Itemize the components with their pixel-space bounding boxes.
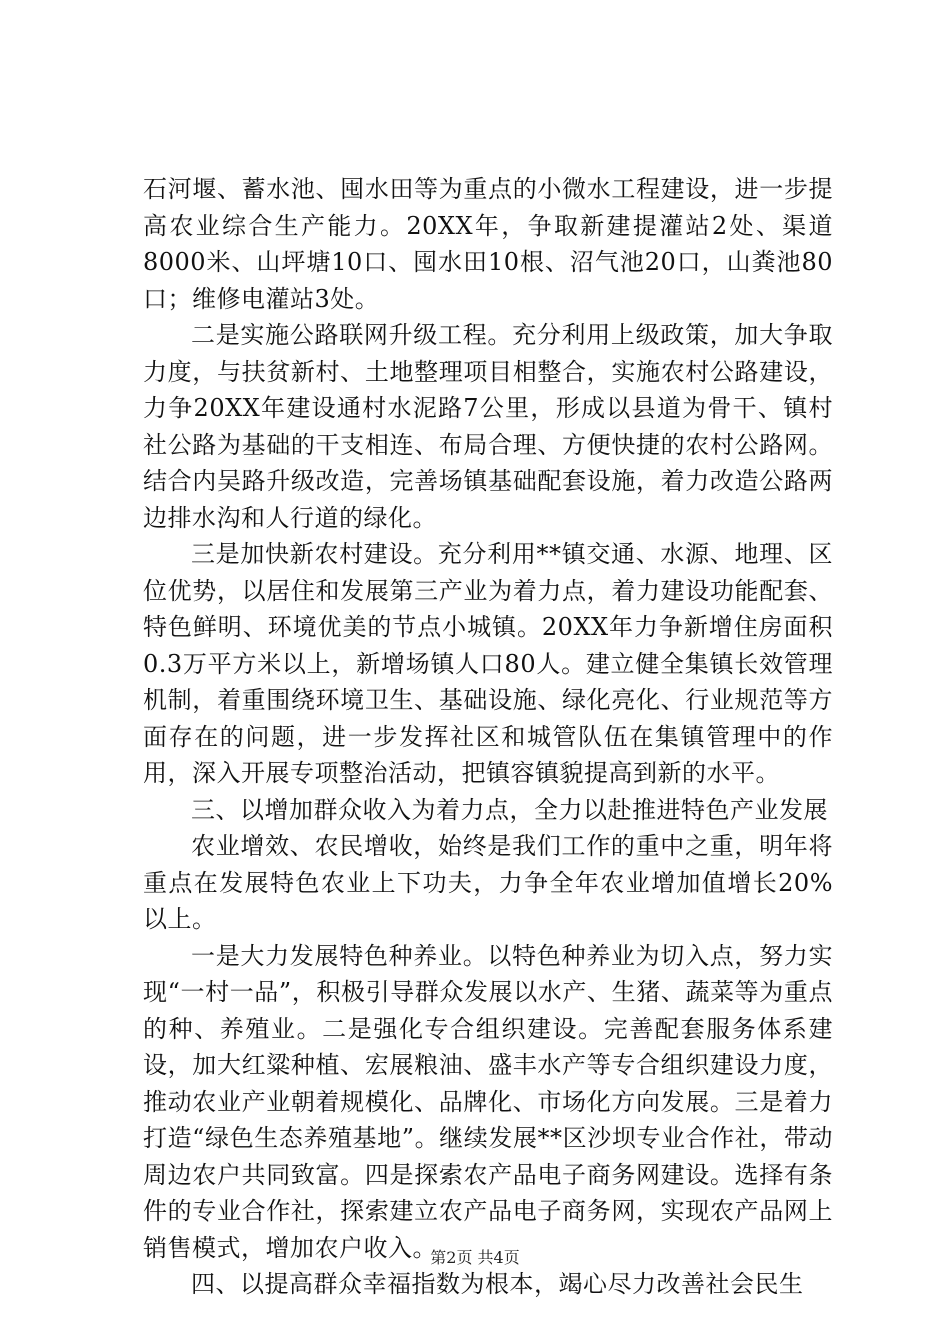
section-heading-welfare: 四、以提高群众幸福指数为根本，竭心尽力改善社会民生 <box>191 1270 804 1298</box>
paragraph-new-countryside: 三是加快新农村建设。充分利用**镇交通、水源、地理、区位优势，以居住和发展第三产业为着力点，着力建设功能配套、特色鲜明、环境优美的节点小城镇。20XX年力争新增住房面积0.3万平方米以上，新增场镇人口80人。建立健全集镇长效管理机制，着重围绕环境卫生、基础设施、绿化亮化、行业规范等方面存在的问题，进一步发挥社区和城管队伍在集镇管理中的作用，深入开展专项整治活动，把镇容镇貌提高到新的水平。 <box>143 540 833 787</box>
section-heading-income: 三、以增加群众收入为着力点，全力以赴推进特色产业发展 <box>191 795 828 824</box>
paragraph-continuation: 石河堰、蓄水池、囤水田等为重点的小微水工程建设，进一步提高农业综合生产能力。20XX年，争取新建提灌站2处、渠道8000米、山坪塘10口、囤水田10根、沼气池20口，山粪池80口；维修电灌站3处。 <box>143 175 833 313</box>
paragraph-road-network: 二是实施公路联网升级工程。充分利用上级政策，加大争取力度，与扶贫新村、土地整理项目相整合，实施农村公路建设，力争20XX年建设通村水泥路7公里，形成以县道为骨干、镇村社公路为基础的干支相连、布局合理、方便快捷的农村公路网。结合内吴路升级改造，完善场镇基础配套设施，着力改造公路两边排水沟和人行道的绿化。 <box>143 321 833 532</box>
document-body <box>143 171 833 1303</box>
page-number-footer: 第2页 共4页 <box>430 1248 520 1267</box>
paragraph-breeding: 一是大力发展特色种养业。以特色种养业为切入点，努力实现“一村一品”，积极引导群众发展以水产、生猪、蔬菜等为重点的种、养殖业。二是强化专合组织建设。完善配套服务体系建设，加大红粱种植、宏展粮油、盛丰水产等专合组织建设力度，推动农业产业朝着规模化、品牌化、市场化方向发展。三是着力打造“绿色生态养殖基地”。继续发展**区沙坝专业合作社，带动周边农户共同致富。四是探索农产品电子商务网建设。选择有条件的专业合作社，探索建立农产品电子商务网，实现农产品网上销售模式，增加农户收入。 <box>143 941 833 1262</box>
paragraph-agriculture: 农业增效、农民增收，始终是我们工作的重中之重，明年将重点在发展特色农业上下功夫，力争全年农业增加值增长20%以上。 <box>143 832 833 933</box>
